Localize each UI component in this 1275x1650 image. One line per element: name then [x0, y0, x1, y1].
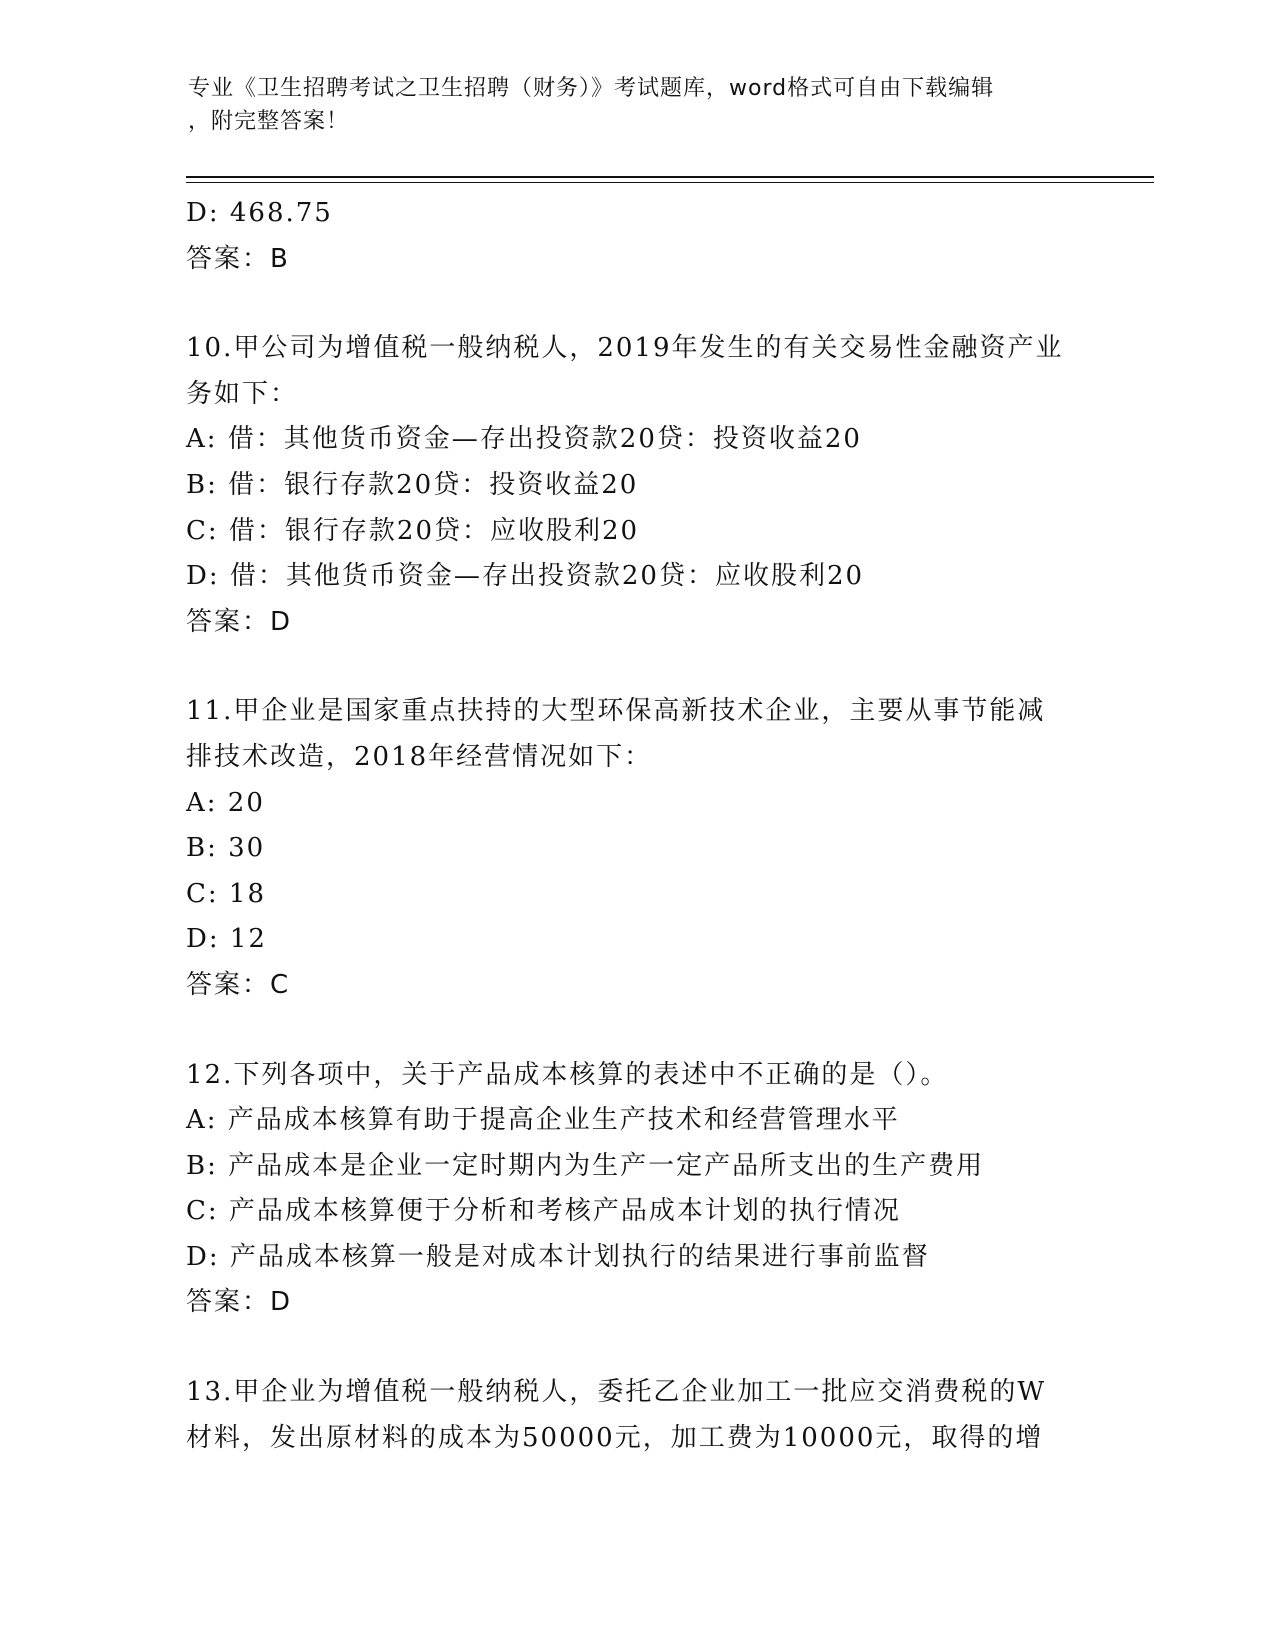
question-content [186, 191, 1086, 1461]
document-header [188, 72, 1068, 138]
question-line: 10.甲公司为增值税一般纳税人，2019年发生的有关交易性金融资产业 [186, 333, 1064, 364]
header-rule-thick [186, 176, 1154, 178]
question-line: D: 产品成本核算一般是对成本计划执行的结果进行事前监督 [186, 1241, 930, 1272]
question-block [186, 326, 1086, 645]
question-line: A: 借：其他货币资金—存出投资款20贷：投资收益20 [186, 424, 862, 455]
question-line: B: 借：银行存款20贷：投资收益20 [186, 469, 639, 500]
block-gap [186, 282, 1086, 326]
question-line: B: 产品成本是企业一定时期内为生产一定产品所支出的生产费用 [186, 1150, 985, 1181]
question-line: D: 468.75 [186, 198, 333, 228]
block-gap [186, 1326, 1086, 1370]
question-block [186, 1370, 1086, 1461]
block-gap [186, 1009, 1086, 1053]
question-line: 11.甲企业是国家重点扶持的大型环保高新技术企业，主要从事节能减 [186, 696, 1046, 727]
question-line: B: 30 [186, 833, 266, 864]
question-line: A: 20 [186, 787, 265, 818]
header-line-1: 专业《卫生招聘考试之卫生招聘（财务）》考试题库，word格式可自由下载编辑 [188, 76, 995, 101]
question-line: 13.甲企业为增值税一般纳税人，委托乙企业加工一批应交消费税的W [186, 1377, 1047, 1408]
answer-line: 答案：D [186, 606, 293, 637]
answer-line: 答案：D [186, 1287, 293, 1318]
block-gap [186, 645, 1086, 689]
answer-line: 答案：C [186, 969, 291, 1000]
header-rule-thin [186, 182, 1154, 183]
question-line: 务如下： [186, 378, 299, 409]
question-line: A: 产品成本核算有助于提高企业生产技术和经营管理水平 [186, 1105, 900, 1136]
question-block [186, 191, 1086, 282]
header-line-2: ，附完整答案！ [188, 109, 350, 134]
question-line: 12.下列各项中，关于产品成本核算的表述中不正确的是（）。 [186, 1059, 949, 1090]
question-line: D: 借：其他货币资金—存出投资款20贷：应收股利20 [186, 561, 865, 592]
answer-line: 答案：B [186, 243, 290, 274]
question-line: D: 12 [186, 924, 267, 955]
question-line: C: 18 [186, 878, 267, 909]
question-line: 材料，发出原材料的成本为50000元，加工费为10000元，取得的增 [186, 1422, 1044, 1453]
question-block [186, 689, 1086, 1008]
question-line: C: 借：银行存款20贷：应收股利20 [186, 515, 640, 546]
question-block [186, 1053, 1086, 1327]
question-line: C: 产品成本核算便于分析和考核产品成本计划的执行情况 [186, 1196, 901, 1227]
question-line: 排技术改造，2018年经营情况如下： [186, 741, 653, 772]
